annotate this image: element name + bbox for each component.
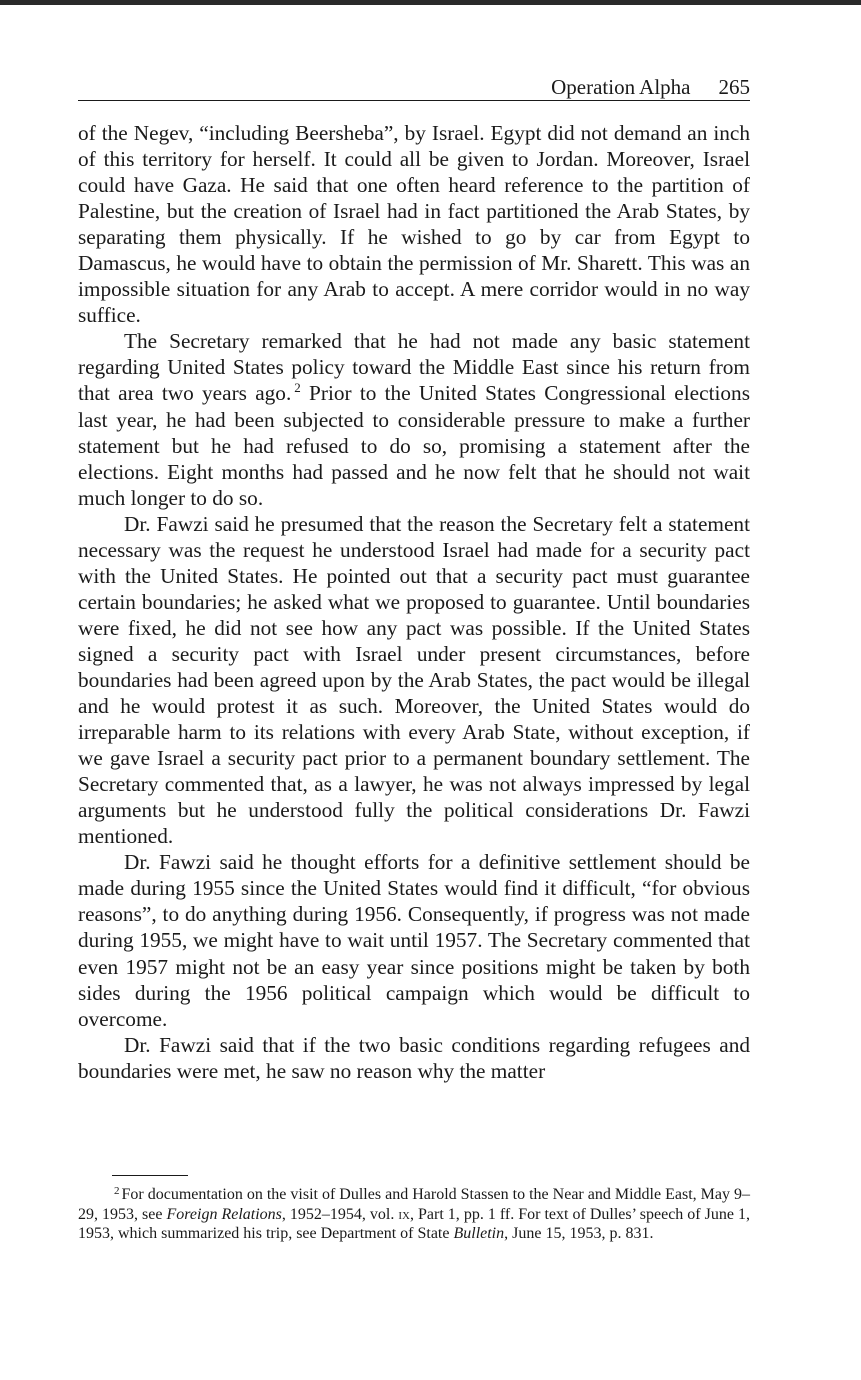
footnote-title-foreign-relations: Foreign Relations (166, 1205, 282, 1223)
paragraph-2 (78, 328, 750, 510)
footnote-text-a: For documentation on the visit of Dulles and Harold Stassen to the Near and Middle East, May 9–29, 1953, see (78, 1186, 750, 1223)
footnote-text-d: , June 15, 1953, p. 831. (504, 1225, 654, 1242)
footnote-text-b: , 1952–1954, vol. (281, 1205, 399, 1223)
top-edge-rule (0, 0, 861, 5)
running-head-title: Operation Alpha (551, 75, 691, 99)
footnote-2 (78, 1185, 750, 1244)
paragraph-2-text-b: Prior to the United States Congressional elections last year, he had been subjected to considerable pressure to make a further statement but he had refused to do so, promising a statement after the elections. Eight months had passed and he now felt that he should not wait much longer to do so. (78, 381, 750, 510)
paragraph-5: Dr. Fawzi said that if the two basic conditions regarding refugees and boundaries were met, he saw no reason why the matter (78, 1032, 750, 1083)
footnote-volume: ix (398, 1205, 410, 1223)
footnote-marker: 2 (114, 1185, 120, 1197)
paragraph-3: Dr. Fawzi said he presumed that the reason the Secretary felt a statement necessary was the request he understood Israel had made for a security pact with the United States. He pointed out that a security pact must guarantee certain boundaries; he asked what we proposed to guarantee. Until boundaries were fixed, he did not see how any pact was possible. If the United States signed a security pact with Israel under present circumstances, before boundaries had been agreed upon by the Arab States, the pact would be illegal and he would protest it as such. Moreover, the United States would do irreparable harm to its relations with every Arab State, without exception, if we gave Israel a security pact prior to a permanent boundary settlement. The Secretary commented that, as a lawyer, he was not always impressed by legal arguments but he understood fully the political considerations Dr. Fawzi mentioned. (78, 511, 750, 849)
paragraph-4: Dr. Fawzi said he thought efforts for a definitive settlement should be made during 1955 since the United States would find it difficult, “for obvious reasons”, to do anything during 1956. Consequently, if progress was not made during 1955, we might have to wait until 1957. The Secretary commented that even 1957 might not be an easy year since positions might be taken by both sides during the 1956 political campaign which would be difficult to overcome. (78, 850, 750, 1031)
footnote-title-bulletin: Bulletin (453, 1225, 505, 1242)
paragraph-2-text-a: The Secretary remarked that he had not made any basic statement regarding United States policy toward the Middle East since his return from that area two years ago. (78, 329, 750, 406)
footnote-text-c: , Part 1, pp. 1 ff. For text of Dulles’ speech of June 1, 1953, which summarized his trip, see Department of State (78, 1205, 750, 1242)
running-header (78, 74, 750, 101)
footnote-separator (112, 1175, 188, 1176)
footnote-reference-2: 2 (294, 380, 301, 396)
body-text (78, 120, 750, 1084)
page-number: 265 (718, 75, 750, 99)
paragraph-1: of the Negev, “including Beersheba”, by Israel. Egypt did not demand an inch of this territory for herself. It could all be given to Jordan. Moreover, Israel could have Gaza. He said that one often heard reference to the partition of Palestine, but the creation of Israel had in fact partitioned the Arab States, by separating them physically. If he wished to go by car from Egypt to Damascus, he would have to obtain the permission of Mr. Sharett. This was an impossible situation for any Arab to accept. A mere corridor would in no way suffice. (78, 121, 750, 328)
